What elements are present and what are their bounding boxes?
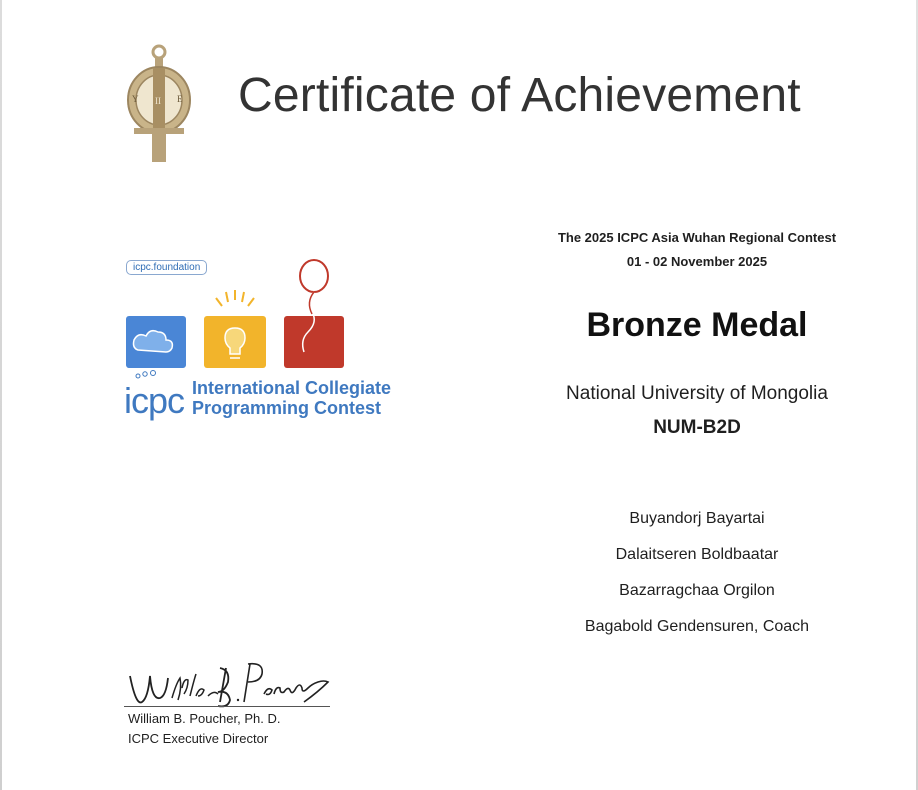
icpc-foundation-tag: icpc.foundation: [126, 260, 207, 275]
signatory-name: William B. Poucher, Ph. D.: [128, 711, 281, 726]
icpc-logo-graphic: [118, 252, 418, 382]
balloon-icon: [300, 260, 328, 292]
contest-name: The 2025 ICPC Asia Wuhan Regional Contest: [557, 230, 837, 245]
light-rays-icon: [216, 290, 254, 306]
team-member: Buyandorj Bayartai: [629, 510, 765, 527]
page-edge-left: [0, 0, 2, 790]
icpc-logo: [118, 252, 418, 432]
team-members: [500, 501, 894, 645]
university-name: National University of Mongolia: [566, 383, 828, 404]
signature-line: [124, 706, 330, 707]
team-member: Bazarragchaa Orgilon: [619, 582, 775, 599]
logo-line-2: Programming Contest: [192, 398, 382, 418]
certificate-title: Certificate of Achievement: [238, 69, 801, 122]
logo-line-1: International Collegiate: [192, 378, 392, 398]
icpc-wordmark: icpc: [124, 380, 185, 421]
award-details: [500, 226, 894, 645]
team-member: Dalaitseren Boldbaatar: [615, 546, 779, 563]
contest-dates: 01 - 02 November 2025: [626, 254, 768, 269]
signatory-title: ICPC Executive Director: [128, 731, 269, 746]
svg-text:Y: Y: [132, 94, 139, 104]
signature-image: [124, 658, 334, 710]
team-name: NUM-B2D: [653, 417, 741, 438]
team-coach: Bagabold Gendensuren, Coach: [584, 618, 810, 635]
icpc-full-name: [192, 378, 391, 418]
svg-text:II: II: [155, 96, 161, 106]
icpc-seal-icon: [122, 42, 196, 164]
award-title: Bronze Medal: [586, 306, 808, 344]
svg-text:E: E: [177, 94, 183, 104]
